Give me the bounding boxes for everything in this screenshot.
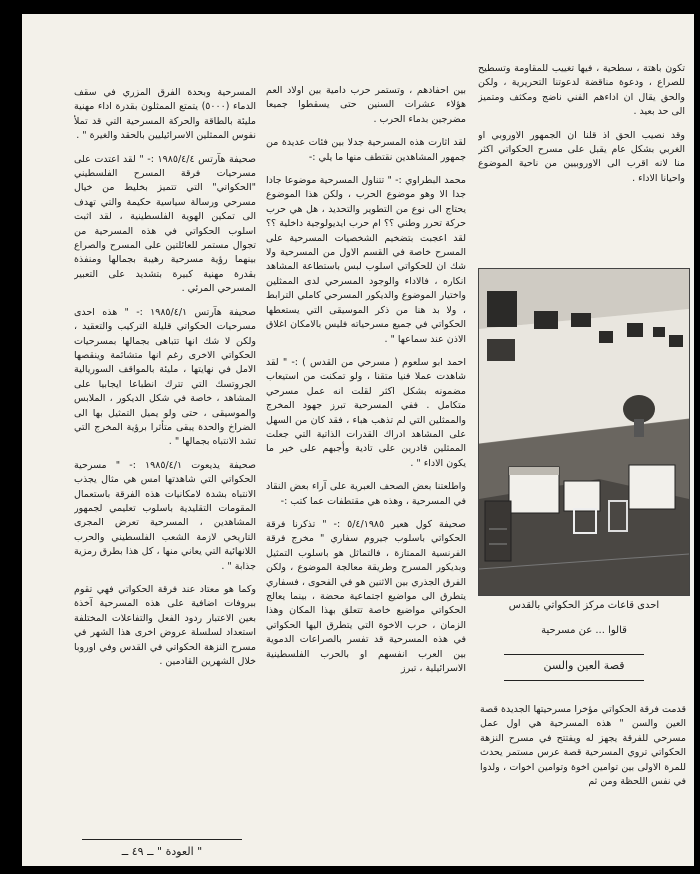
text-column-left (74, 86, 256, 798)
text-column-middle (266, 84, 466, 862)
paragraph: وقد نصيب الحق اذ قلنا ان الجمهور الاوروبي او الغربي بشكل عام يقبل على مسرح الحكواتي اكثر منا لانه اقرب الى الاوروبيين من ناحية الموضوع واحيانا الاداء . (478, 129, 685, 184)
paragraph: صحيفة هآرتس ١٩٨٥/٤/٤ :- " لقد اعتدت على مسرحيات فرقة المسرح الفلسطيني "الحكواتي" التي تتميز بخليط من خيال مسرحي ورسالة سياسية حكيمة والتي تهدف الى تمكين الهوية الفلسطينية ، لقد اثبت اسلوب الحكواتي في هذه المسرحية من تجوال مستمر للعائلتين على المسرح والصراع بينهما رؤية مسرحية رهيبة بجمالها ومنفذة بقدرة مهنية كبيرة بتشديد على التعبير المسرحي المرئي . (74, 153, 256, 295)
paragraph: وكما هو معتاد عند فرقة الحكواتي فهي تقوم ببروفات اضافية على هذه المسرحية آخذة بعين الاعتبار ردود الفعل والتفاعلات المختلفة استعداد لسلسلة عروض اخرى هذا الشهر في مسرح النزهة الحكواتي في القدس وفي اوروبا خلال الشهرين القادمين . (74, 584, 256, 668)
headline-rule-bottom (504, 680, 644, 681)
paragraph: صحيفة هآرتس ١٩٨٥/٤/١ :- " هذه احدى مسرحيات الحكواتي قليلة التركيب والتعقيد ، ولكن لا شك انها تتباهى بجمالها بمسرحيات الحكواتي الاخرى رغم انها متشائمة وينقصها الامل في نهايتها ، مليئة بالمواقف السوريالية الجروتسك التي تترك انطباعا ايجابيا على المشاهد ، خاصة في شكل الديكور ، الملابس والموسيقى ، حتى ولو يميل التمثيل بها الى الضراخ والحدة يبقى متأثرا برؤية المخرج التي تشد الانتباه بجمالها " . (74, 306, 256, 448)
paragraph: قدمت فرقة الحكواتي مؤخرا مسرحيتها الجديدة قصة العين والسن " هذه المسرحية هي اول عمل مسرحي للفرقة يجهز له ويفتتح في مسرح النزهة الحكواتي تروي المسرحية قصة عرس مستمر يحدث للمرة الاولى بين توامين اخوة وتوامين اخوات ، ولدوا في نفس اللحظة ومن ثم (480, 704, 686, 788)
magazine-page (22, 14, 694, 866)
paragraph: واطلعتنا بعض الصحف العبرية على آراء بعض النقاد في المسرحية ، وهذه هي مقتطفات عما كتب :- (266, 481, 466, 507)
paragraph: لقد اثارت هذه المسرحية جدلا بين فئات عديدة من جمهور المشاهدين نقتطف منها ما يلي :- (266, 137, 466, 163)
photo-illustration (479, 269, 689, 595)
theatre-hall-photo (478, 268, 690, 596)
text-column-bottom-right (480, 703, 686, 863)
section-kicker: قالوا ... عن مسرحية (541, 625, 627, 636)
paragraph: احمد ابو سلعوم ( مسرحي من القدس ) :- " لقد شاهدت عملا فنيا متقنا ، ولو تمكنت من استيعاب مضمونه بشكل اكثر لقلت انه عمل مسرحي متكامل . ففي المسرحية تبرز جهود المخرج والممثلين التي لم تذهب هباء ، فقد كان من السهل على المشاهد ادراك القدرات الذاتية التي جعلت الممثلين قادرين على تادية وأجبهم على خير ما يكون الاداء " . (266, 356, 466, 469)
footer-rule (82, 839, 242, 840)
paragraph: صحيفة يديعوت ١٩٨٥/٤/١ :- " مسرحية الحكواتي التي شاهدتها امس هي مثال يجذب الانتباه بشدة لامكانيات هذه الفرقة باستعمال المقومات التقليدية باسلوب تعليمي لجمهور المشاهدين ، المسرحية تعرض المجرى التاريخي لازمة الشعب الفلسطيني والحرب اللانهائية التي يعاني منها ، كل هذا بطرق رمزية جذابة " . (74, 459, 256, 572)
paragraph: بين احفادهم ، وتستمر حرب دامية بين اولاد العم هؤلاء عشرات السنين حتى يسقطوا جميعا مضرجين بدماء الحرب . (266, 85, 466, 125)
page-footer: " العودة " ــ ٤٩ ــ (121, 845, 203, 858)
photo-caption: احدى قاعات مركز الحكواتي بالقدس (508, 600, 660, 611)
paragraph: صحيفة كول هعير ٥/٤/١٩٨٥ :- " تذكرنا فرقة الحكواتي باسلوب جيروم سفاري " مخرج فرقة الفرنسية الممتازة ، فالتماثل هو باسلوب التمثيل وبديكور المسرح وطريقة معالجة الموضوع ، ولكن الفرق الجذري بين الاثنين هو في الفحوى ، فسفاري يتطرق الى مواضيع اجتماعية محضة ، بينما يعالج الحكواتي مواضيع خاصة تتعلق بهذا المكان وهذا الزمان ، حرب الاخوة التي يتطرق اليها الحكواتي في هذه المسرحية قد تفسر بالصراعات الدموية بين العرب انفسهم او بالحرب الفلسطينية الاسرائيلية ، تبرز (266, 518, 466, 675)
paragraph: تكون باهتة ، سطحية ، فيها تغييب للمقاومة وتسطيح للصراع ، ودعوة مناقضة لدعوتنا التحريرية ، ولكن والحق يقال ان اداءهم الفني ناضج ومكثف ومتميز الى حد بعيد . (478, 63, 685, 118)
article-headline (478, 652, 690, 692)
headline-text: قصة العين والسن (543, 659, 625, 672)
paragraph: المسرحية وبحدة الفرق المزري في سقف الدماء (٥٠٠٠) يتمتع الممثلون بقدرة اداء مهنية مليئة بالطاقة والحركة المسرحية التي قد تملأ نفوس الممثلين الاسرائيليين بالحقد والغيرة " . (74, 87, 256, 142)
headline-rule-top (504, 654, 644, 655)
text-column-top-right (478, 62, 685, 260)
paragraph: محمد البطراوي :- " تتناول المسرحية موضوعا جادا جدا الا وهو موضوع الحرب ، ولكن هذا الموضوع يحتاج الى نوع من التطوير والتحديد ، هل هي حرب حركة تحرر وطني ؟؟ ام حرب ايديولوجية داخلية ؟؟ لقد اعجبت بتضخيم الشخصيات المسرحية على المسرح خاصة في القسم الاول من المسرحية ولا شك ان للحكواتي اسلوب لبس باستطاعة المشاهد انكاره ، فالاداء والوجود المسرحي لدى الممثلين واختيار الموضوع والديكور المسرحي كاملي الترابط ، ولا بد هنا من ذكر الموسيقى التي يستعطها الحكواتي في جميع مسرحياته فليس بالامكان اغلاق الاذن عند سماعها " . (266, 175, 466, 345)
